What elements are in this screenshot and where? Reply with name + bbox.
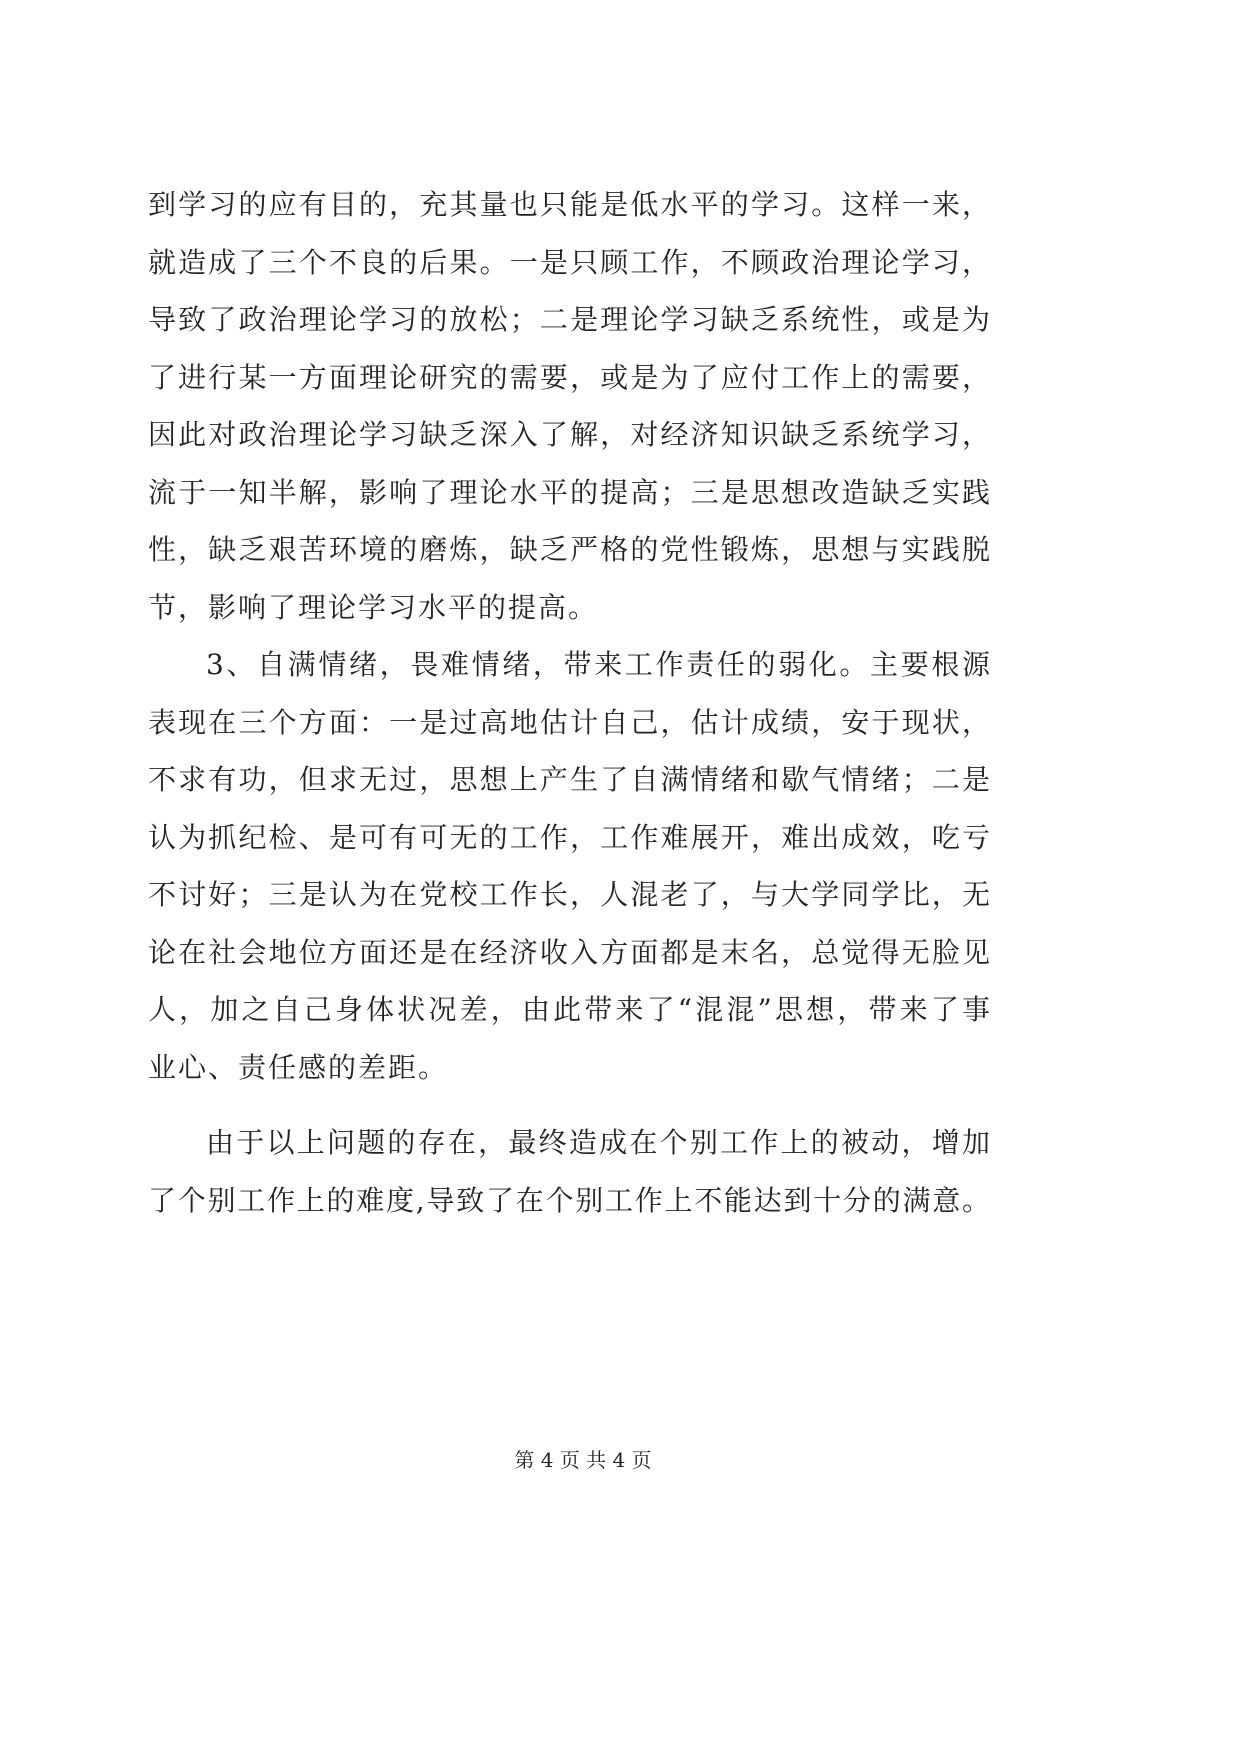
text-line: 业心、责任感的差距。 <box>148 1050 449 1084</box>
text-line: 了进行某一方面理论研究的需要，或是为了应付工作上的需要， <box>148 360 990 394</box>
page-footer: 第 4 页 共 4 页 <box>514 1448 652 1472</box>
text-line: 表现在三个方面：一是过高地估计自己，估计成绩，安于现状， <box>148 705 990 739</box>
text-line: 了个别工作上的难度,导致了在个别工作上不能达到十分的满意。 <box>148 1183 990 1217</box>
text-line: 由于以上问题的存在，最终造成在个别工作上的被动，增加 <box>206 1126 990 1159</box>
paragraph <box>148 636 990 1096</box>
text-line: 到学习的应有目的，充其量也只能是低水平的学习。这样一来， <box>148 188 990 221</box>
text-line: 流于一知半解，影响了理论水平的提高；三是思想改造缺乏实践 <box>148 475 990 509</box>
text-line: 导致了政治理论学习的放松；二是理论学习缺乏系统性，或是为 <box>148 303 990 336</box>
text-line: 性，缺乏艰苦环境的磨炼，缺乏严格的党性锻炼，思想与实践脱 <box>148 533 990 566</box>
text-line: 认为抓纪检、是可有可无的工作，工作难展开，难出成效，吃亏 <box>148 820 990 854</box>
document-body <box>148 176 990 1229</box>
text-line: 不讨好；三是认为在党校工作长，人混老了，与大学同学比，无 <box>148 878 990 911</box>
text-line: 节，影响了理论学习水平的提高。 <box>148 590 599 624</box>
text-line: 就造成了三个不良的后果。一是只顾工作，不顾政治理论学习， <box>148 245 990 279</box>
text-line: 3、自满情绪，畏难情绪，带来工作责任的弱化。主要根源 <box>206 648 990 681</box>
text-line: 论在社会地位方面还是在经济收入方面都是末名，总觉得无脸见 <box>148 935 990 969</box>
text-line: 人，加之自己身体状况差，由此带来了“混混”思想，带来了事 <box>148 993 990 1026</box>
paragraph <box>148 1114 990 1229</box>
text-line: 不求有功，但求无过，思想上产生了自满情绪和歇气情绪；二是 <box>148 763 990 796</box>
text-line: 因此对政治理论学习缺乏深入了解，对经济知识缺乏系统学习， <box>148 418 990 451</box>
paragraph <box>148 176 990 636</box>
